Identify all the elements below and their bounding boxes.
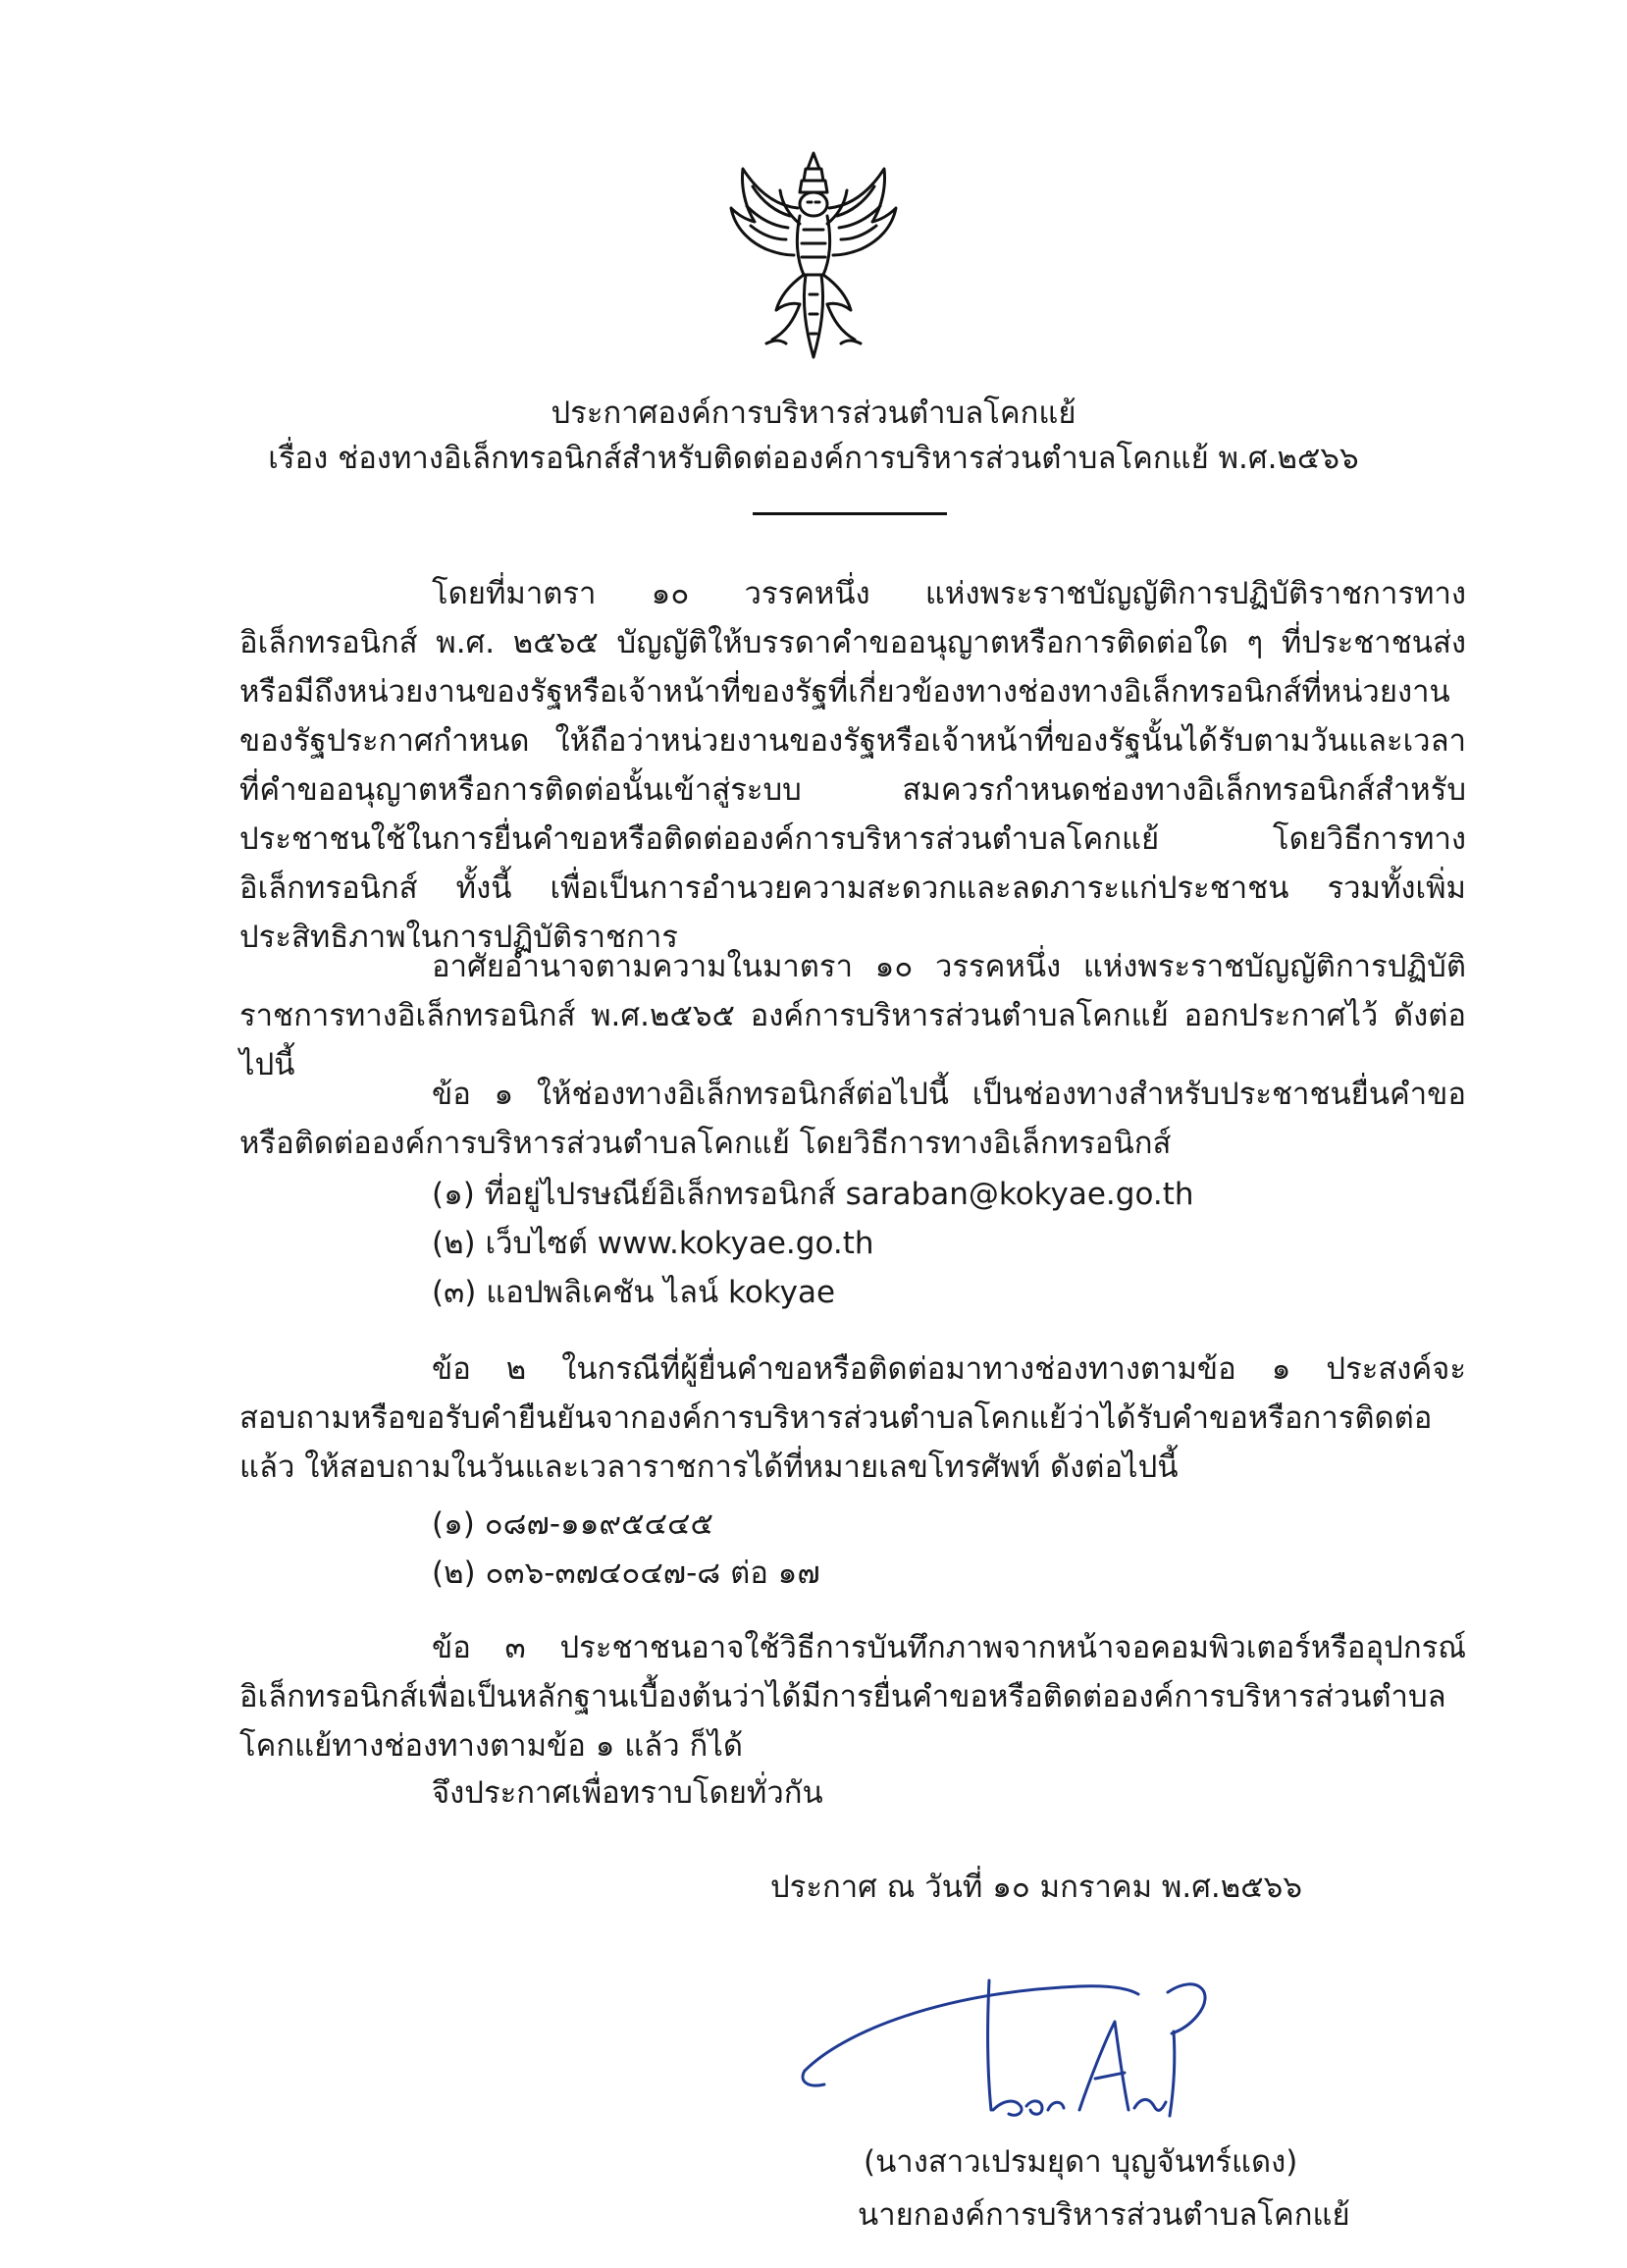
closing-statement: จึงประกาศเพื่อทราบโดยทั่วกัน bbox=[432, 1775, 823, 1811]
phone-number-2: (๒) ๐๓๖-๓๗๔๐๔๗-๘ ต่อ ๑๗ bbox=[432, 1556, 820, 1591]
clause-2-section bbox=[239, 1345, 1466, 1492]
signer-title: นายกองค์การบริหารส่วนตำบลโคกแย้ bbox=[858, 2197, 1350, 2233]
preamble-paragraph: โดยที่มาตรา ๑๐ วรรคหนึ่ง แห่งพระราชบัญญัติการปฏิบัติราชการทางอิเล็กทรอนิกส์ พ.ศ. ๒๕๖๕ บัญญัติให้บรรดาคำขออนุญาตหรือการติดต่อใด ๆ ที่ประชาชนส่งหรือมีถึงหน่วยงานของรัฐหรือเจ้าหน้าที่ของรัฐที่เกี่ยวข้องทางช่องทางอิเล็กทรอนิกส์ที่หน่วยงานของรัฐประกาศกำหนด ให้ถือว่าหน่วยงานของรัฐหรือเจ้าหน้าที่ของรัฐนั้นได้รับตามวันและเวลาที่คำขออนุญาตหรือการติดต่อนั้นเข้าสู่ระบบ สมควรกำหนดช่องทางอิเล็กทรอนิกส์สำหรับประชาชนใช้ในการยื่นคำขอหรือติดต่อองค์การบริหารส่วนตำบลโคกแย้ โดยวิธีการทางอิเล็กทรอนิกส์ ทั้งนี้ เพื่อเป็นการอำนวยความสะดวกและลดภาระแก่ประชาชน รวมทั้งเพิ่มประสิทธิภาพในการปฏิบัติราชการ bbox=[239, 576, 1466, 955]
channel-line-app: (๓) แอปพลิเคชัน ไลน์ kokyae bbox=[432, 1275, 836, 1310]
preamble-section bbox=[239, 569, 1466, 962]
clause-3-paragraph: ข้อ ๓ ประชาชนอาจใช้วิธีการบันทึกภาพจากหน้าจอคอมพิวเตอร์หรืออุปกรณ์อิเล็กทรอนิกส์เพื่อเป็นหลักฐานเบื้องต้นว่าได้มีการยื่นคำขอหรือติดต่อองค์การบริหารส่วนตำบลโคกแย้ทางช่องทางตามข้อ ๑ แล้ว ก็ได้ bbox=[239, 1630, 1466, 1764]
phone-number-1: (๑) ๐๘๗-๑๑๙๕๔๔๕ bbox=[432, 1506, 713, 1542]
channel-email: (๑) ที่อยู่ไปรษณีย์อิเล็กทรอนิกส์ saraban@kokyae.go.th bbox=[432, 1177, 1194, 1212]
garuda-emblem-icon bbox=[721, 147, 906, 365]
announcement-date: ประกาศ ณ วันที่ ๑๐ มกราคม พ.ศ.๒๕๖๖ bbox=[770, 1870, 1303, 1905]
announcement-title: ประกาศองค์การบริหารส่วนตำบลโคกแย้ bbox=[551, 396, 1076, 431]
channel-website: (๒) เว็บไซต์ www.kokyae.go.th bbox=[432, 1226, 874, 1261]
clause-2-paragraph: ข้อ ๒ ในกรณีที่ผู้ยื่นคำขอหรือติดต่อมาทางช่องทางตามข้อ ๑ ประสงค์จะสอบถามหรือขอรับคำยืนยันจากองค์การบริหารส่วนตำบลโคกแย้ว่าได้รับคำขอหรือการติดต่อแล้ว ให้สอบถามในวันและเวลาราชการได้ที่หมายเลขโทรศัพท์ ดังต่อไปนี้ bbox=[239, 1351, 1466, 1485]
signer-name: (นางสาวเปรมยุดา บุญจันทร์แดง) bbox=[864, 2144, 1298, 2180]
announcement-subject: เรื่อง ช่องทางอิเล็กทรอนิกส์สำหรับติดต่อองค์การบริหารส่วนตำบลโคกแย้ พ.ศ.๒๕๖๖ bbox=[268, 441, 1359, 476]
handwritten-signature-icon bbox=[785, 1963, 1295, 2130]
authority-paragraph: อาศัยอำนาจตามความในมาตรา ๑๐ วรรคหนึ่ง แห่งพระราชบัญญัติการปฏิบัติราชการทางอิเล็กทรอนิกส์ พ.ศ.๒๕๖๕ องค์การบริหารส่วนตำบลโคกแย้ ออกประกาศไว้ ดังต่อไปนี้ bbox=[239, 949, 1466, 1082]
authority-section bbox=[239, 942, 1466, 1089]
clause-1-section bbox=[239, 1070, 1466, 1168]
clause-1-paragraph: ข้อ ๑ ให้ช่องทางอิเล็กทรอนิกส์ต่อไปนี้ เป็นช่องทางสำหรับประชาชนยื่นคำขอหรือติดต่อองค์การบริหารส่วนตำบลโคกแย้ โดยวิธีการทางอิเล็กทรอนิกส์ bbox=[239, 1077, 1466, 1161]
title-divider bbox=[753, 512, 947, 515]
clause-3-section bbox=[239, 1623, 1466, 1770]
